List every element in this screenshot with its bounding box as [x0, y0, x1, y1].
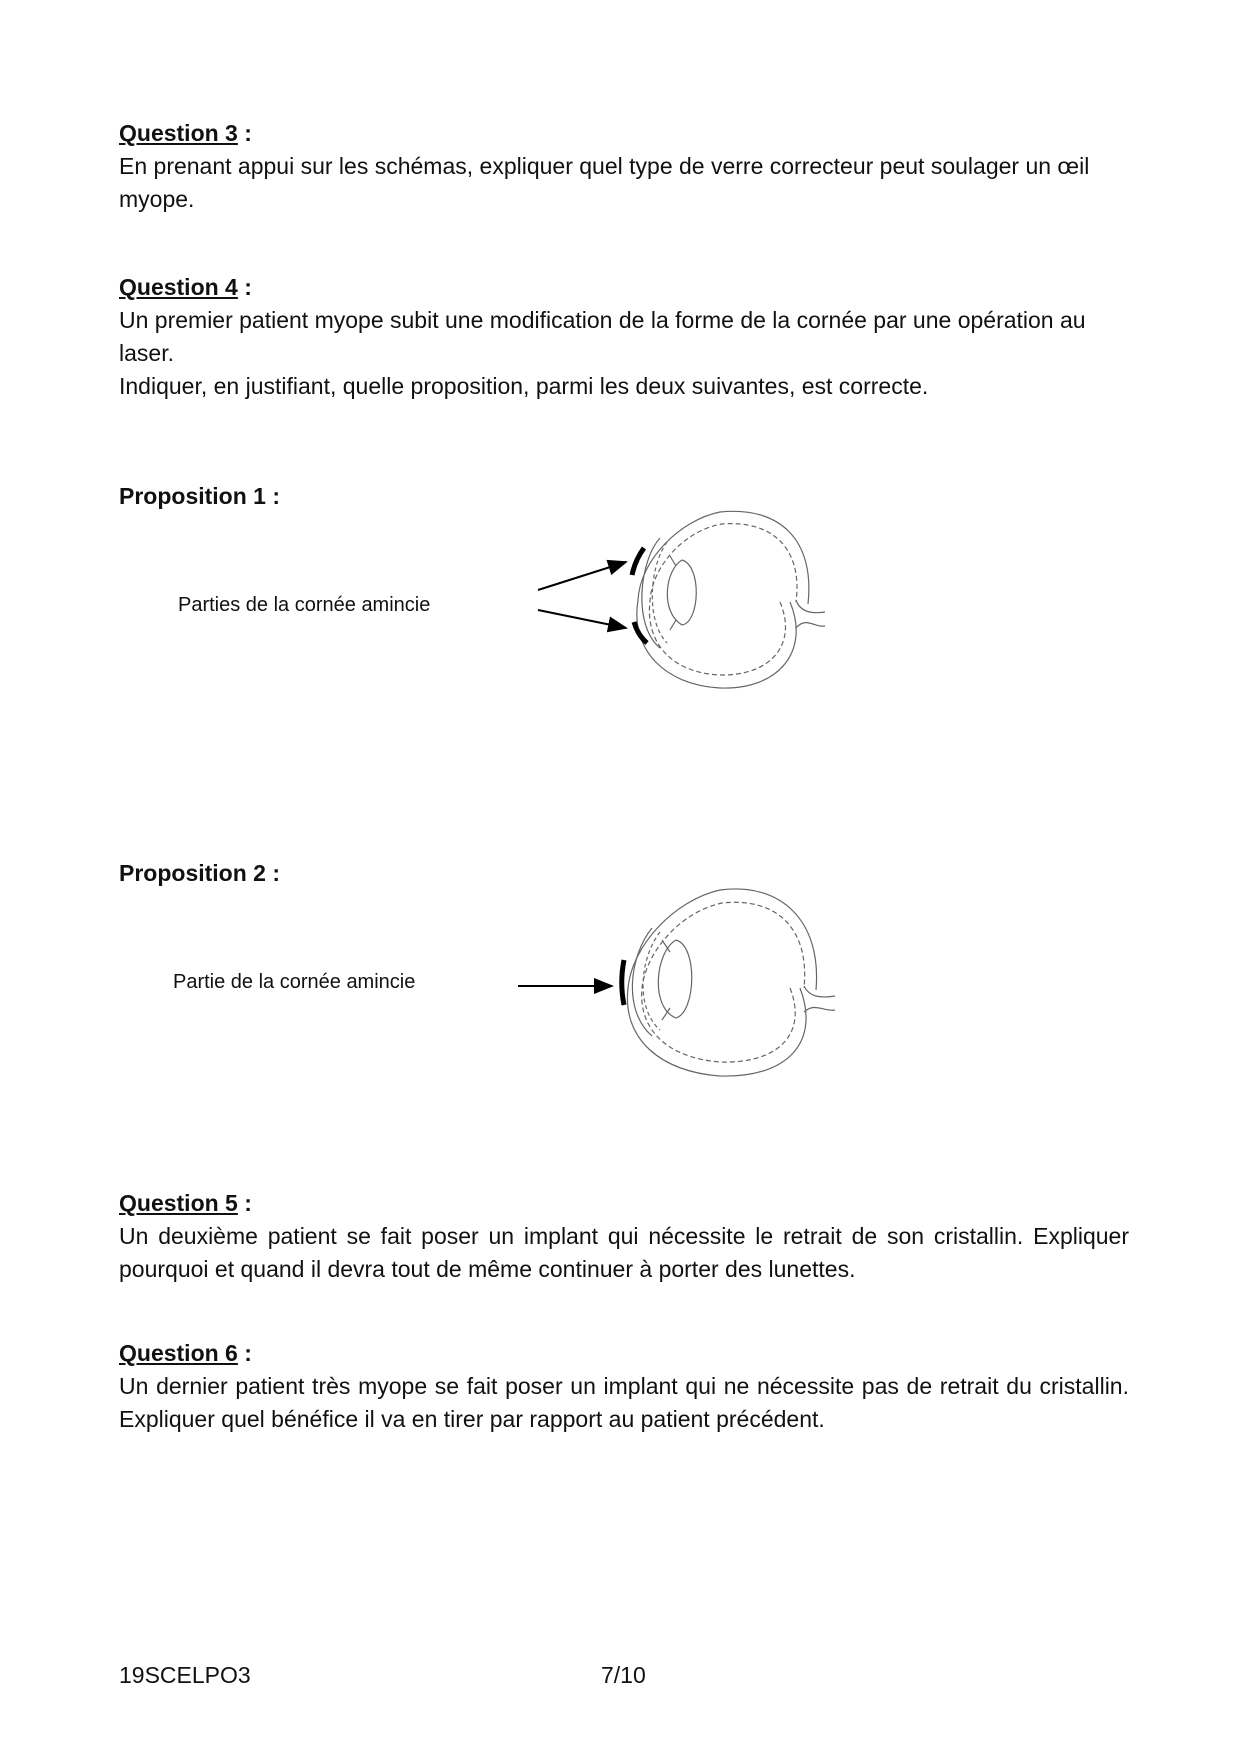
eye-outline-2	[627, 889, 835, 1076]
question-4-title: Question 4 :	[119, 274, 252, 300]
footer-code: 19SCELPO3	[119, 1662, 251, 1688]
question-6	[119, 1337, 1129, 1436]
question-6-title: Question 6 :	[119, 1340, 252, 1366]
question-3-title: Question 3 :	[119, 120, 252, 146]
question-3-text: En prenant appui sur les schémas, expliquer quel type de verre correcteur peut soulager un œil myope.	[119, 153, 1090, 212]
proposition-2-eye-diagram	[515, 878, 835, 1078]
question-4-text-2: Indiquer, en justifiant, quelle proposition, parmi les deux suivantes, est correcte.	[119, 373, 929, 399]
question-5	[119, 1187, 1129, 1286]
proposition-1-eye-diagram	[530, 498, 830, 698]
proposition-2-caption: Partie de la cornée amincie	[173, 971, 416, 993]
proposition-1-caption: Parties de la cornée amincie	[178, 594, 431, 616]
question-4	[119, 271, 1129, 403]
thinned-cornea-mark-2	[622, 960, 624, 1005]
arrows-1	[538, 562, 626, 628]
question-6-text: Un dernier patient très myope se fait poser un implant qui ne nécessite pas de retrait du cristallin. Expliquer quel bénéfice il va en tirer par rapport au patient précédent.	[119, 1373, 1129, 1432]
thinned-cornea-marks-1	[632, 548, 647, 643]
question-5-text: Un deuxième patient se fait poser un implant qui nécessite le retrait de son cristallin. Expliquer pourquoi et quand il devra tout de même continuer à porter des lunettes.	[119, 1223, 1129, 1282]
eye-outline-1	[637, 511, 825, 688]
question-4-text-1: Un premier patient myope subit une modification de la forme de la cornée par une opération au laser.	[119, 307, 1086, 366]
footer-page-number: 7/10	[601, 1662, 646, 1688]
question-3	[119, 117, 1129, 216]
proposition-1-title: Proposition 1 :	[119, 483, 280, 509]
question-5-title: Question 5 :	[119, 1190, 252, 1216]
proposition-2-title: Proposition 2 :	[119, 860, 280, 886]
